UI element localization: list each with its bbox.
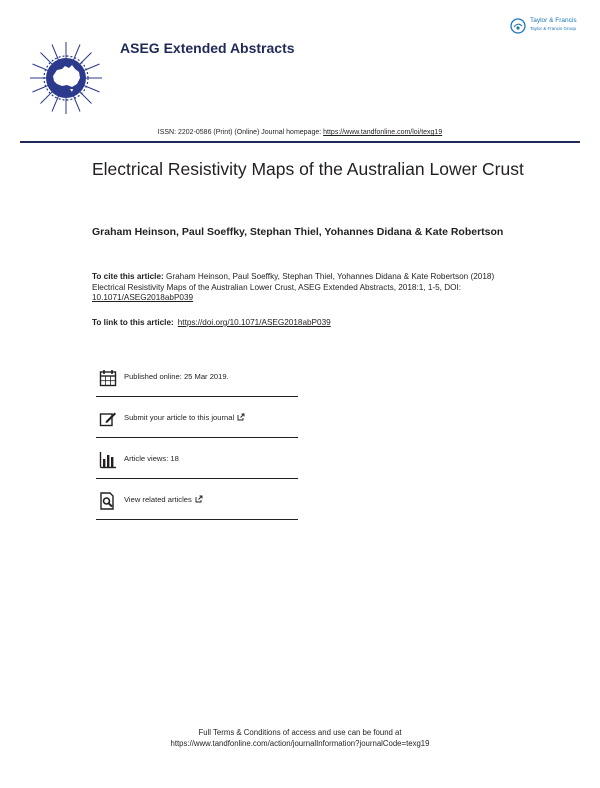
publisher-logo-subtext: Taylor & Francis Group xyxy=(530,26,577,31)
related-articles-item[interactable] xyxy=(96,480,298,520)
aseg-logo xyxy=(28,40,104,116)
footer-terms xyxy=(0,727,600,749)
related-articles-label[interactable]: View related articles xyxy=(124,495,203,504)
document-search-icon xyxy=(99,492,117,510)
external-link-icon xyxy=(237,413,245,421)
divider xyxy=(96,519,298,520)
publisher-logo-text: Taylor & Francis xyxy=(530,17,577,24)
article-link-label: To link to this article: xyxy=(92,318,174,327)
divider xyxy=(96,396,298,397)
edit-icon xyxy=(99,410,117,428)
published-online-item xyxy=(96,357,298,397)
external-link-icon xyxy=(195,495,203,503)
article-views-label: Article views: 18 xyxy=(124,454,179,463)
divider xyxy=(96,437,298,438)
submit-article-item[interactable] xyxy=(96,398,298,438)
citation-doi-link[interactable]: 10.1071/ASEG2018abP039 xyxy=(92,293,194,302)
publisher-logo-icon xyxy=(510,18,526,34)
journal-homepage-link[interactable]: https://www.tandfonline.com/loi/texg19 xyxy=(323,129,443,136)
calendar-icon xyxy=(99,369,117,387)
article-doi-link[interactable]: https://doi.org/10.1071/ASEG2018abP039 xyxy=(177,318,331,327)
footer-terms-text: Full Terms & Conditions of access and use can be found at xyxy=(198,728,402,737)
citation-block xyxy=(92,272,512,304)
published-online-label: Published online: 25 Mar 2019. xyxy=(124,372,229,381)
divider xyxy=(96,478,298,479)
article-views-item xyxy=(96,439,298,479)
article-authors: Graham Heinson, Paul Soeffky, Stephan Thiel, Yohannes Didana & Kate Robertson xyxy=(92,226,504,238)
submit-article-label[interactable]: Submit your article to this journal xyxy=(124,413,245,422)
issn-text: ISSN: 2202-0586 (Print) (Online) Journal homepage: xyxy=(157,129,324,136)
header-divider xyxy=(20,141,580,143)
bar-chart-icon xyxy=(99,451,117,469)
footer-terms-link[interactable]: https://www.tandfonline.com/action/journalInformation?journalCode=texg19 xyxy=(170,739,430,748)
journal-title: ASEG Extended Abstracts xyxy=(120,40,295,56)
citation-label: To cite this article: xyxy=(92,272,164,281)
citation-text: Graham Heinson, Paul Soeffky, Stephan Thiel, Yohannes Didana & Kate Robertson (2018) Electrical Resistivity Maps of the Australian Lower Crust, ASEG Extended Abstracts, 2018:1, 1-5, DOI: xyxy=(92,272,495,292)
article-link-line xyxy=(92,318,512,327)
article-title: Electrical Resistivity Maps of the Australian Lower Crust xyxy=(92,159,524,179)
issn-line xyxy=(0,129,600,136)
publisher-logo[interactable] xyxy=(510,16,582,38)
